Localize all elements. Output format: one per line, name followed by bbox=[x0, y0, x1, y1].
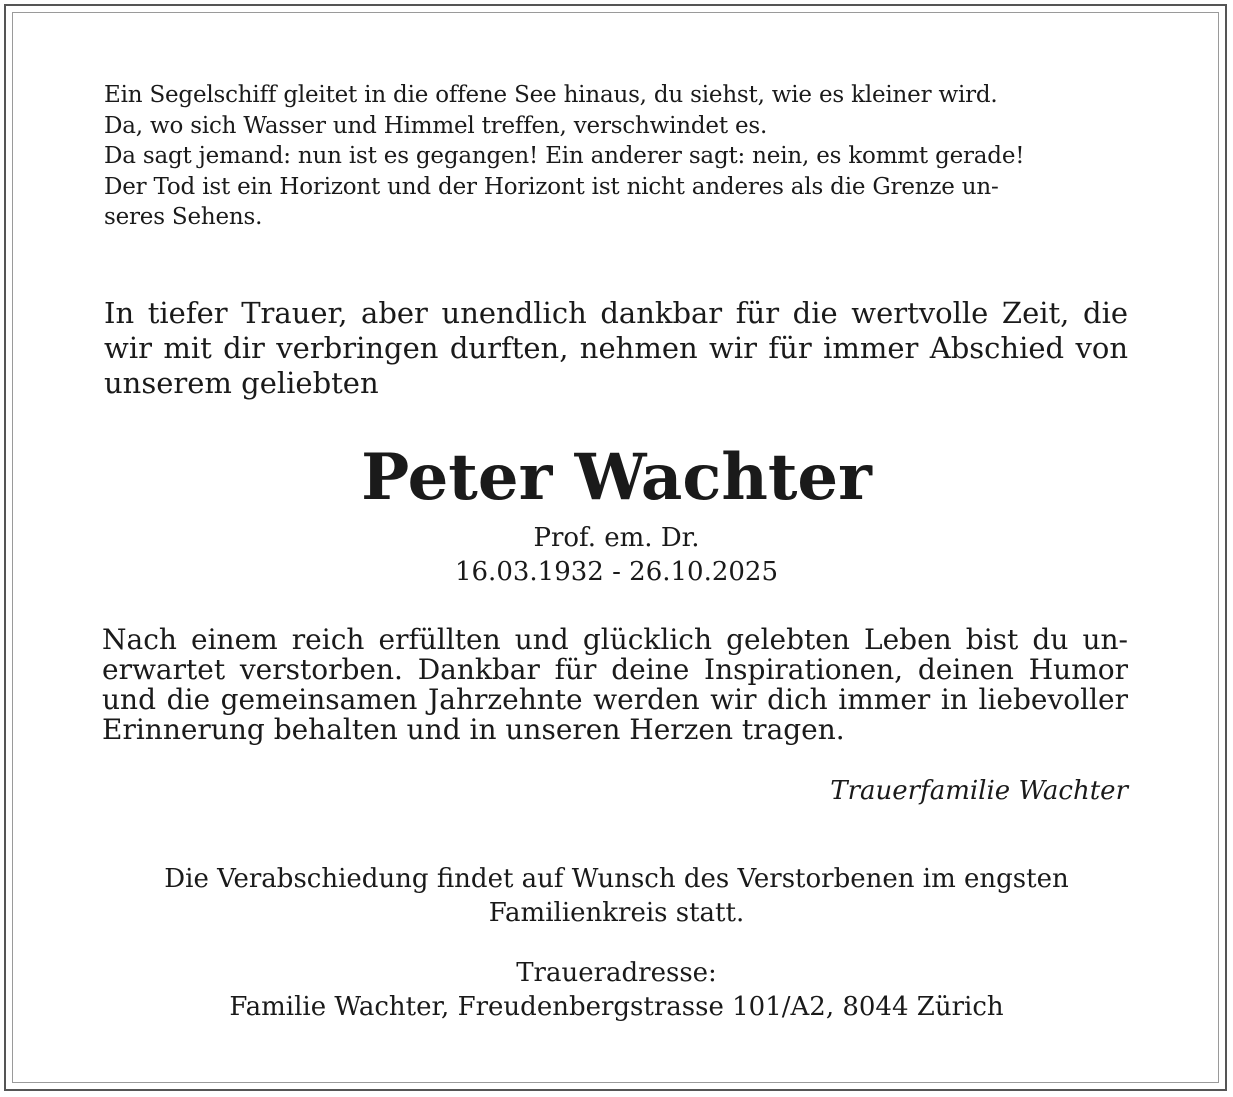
poem-line: Da, wo sich Wasser und Himmel treffen, verschwindet es. bbox=[104, 112, 768, 139]
memorial-message: Nach einem reich erfüllten und glücklich gelebten Leben bist du unerwartet verstorben. Dankbar für deine Inspirationen, deinen Humor und die gemeinsamen Jahrzehnte werden wir dich immer in liebevoller Erinnerung behalten und in unseren Herzen tragen. bbox=[102, 623, 1128, 746]
poem-line: Ein Segelschiff gleitet in die offene See hinaus, du siehst, wie es kleiner wird. bbox=[104, 82, 998, 108]
farewell-notice bbox=[0, 862, 1233, 930]
poem bbox=[104, 80, 1128, 233]
address-label: Traueradresse: bbox=[516, 958, 717, 988]
farewell-line-1: Die Verabschiedung findet auf Wunsch des Verstorbenen im engsten bbox=[164, 864, 1069, 894]
intro-text: In tiefer Trauer, aber unendlich dankbar für die wertvolle Zeit, die wir mit dir verbringen durften, nehmen wir für immer Abschied von unserem geliebten bbox=[104, 296, 1128, 400]
farewell-line-2: Familienkreis statt. bbox=[488, 898, 745, 928]
deceased-name: Peter Wachter bbox=[361, 440, 872, 515]
family-signature: Trauerfamilie Wachter bbox=[830, 776, 1128, 806]
life-dates: 16.03.1932 - 26.10.2025 bbox=[454, 557, 779, 587]
poem-line: Da sagt jemand: nun ist es gegangen! Ein anderer sagt: nein, es kommt gerade! bbox=[104, 143, 1025, 169]
deceased-title: Prof. em. Dr. bbox=[533, 523, 700, 553]
poem-line: Der Tod ist ein Horizont und der Horizont ist nicht anderes als die Grenze un- bbox=[104, 173, 999, 200]
poem-line: seres Sehens. bbox=[104, 204, 263, 230]
mourning-address: Familie Wachter, Freudenbergstrasse 101/A2, 8044 Zürich bbox=[229, 992, 1004, 1022]
